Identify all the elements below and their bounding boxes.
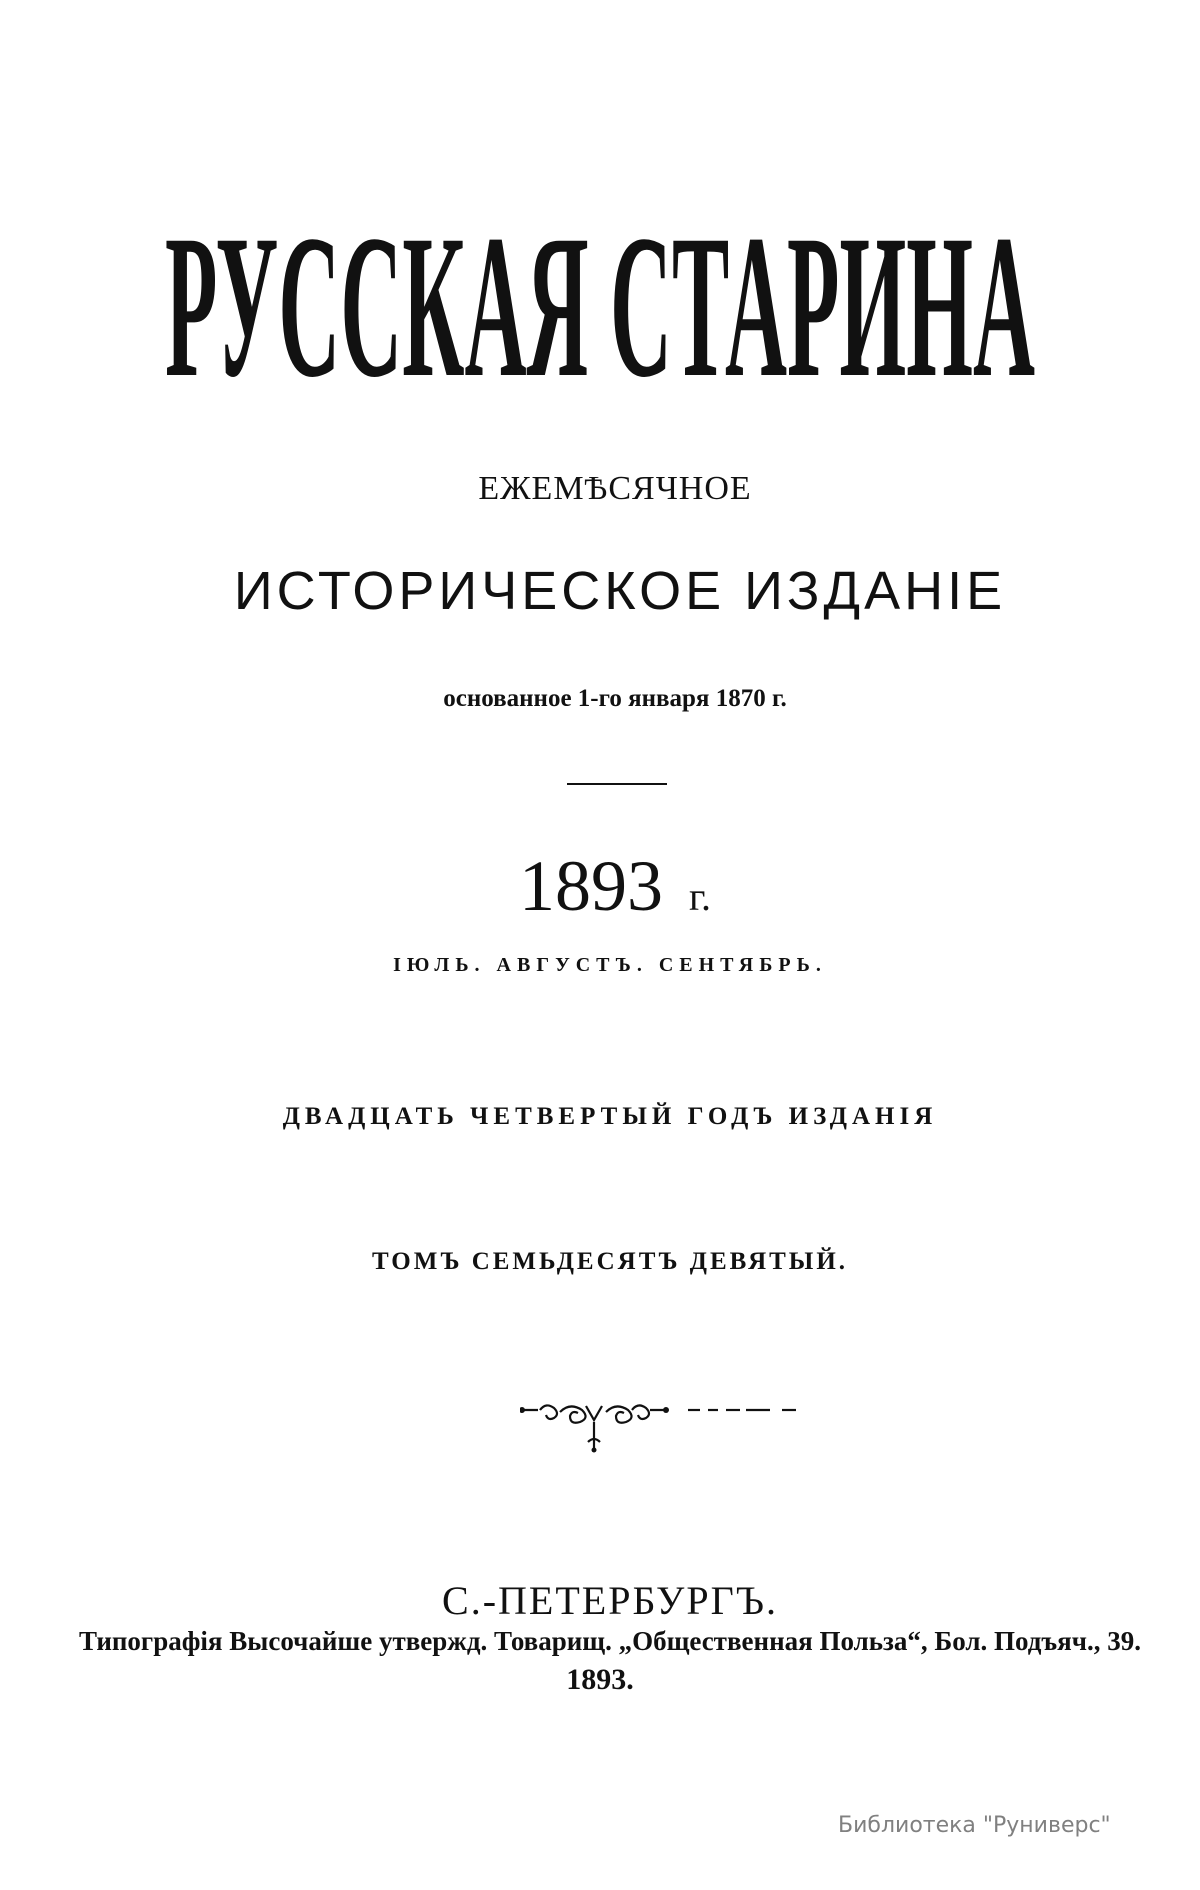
year-line	[0, 845, 1200, 928]
edition-year: ДВАДЦАТЬ ЧЕТВЕРТЫЙ ГОДЪ ИЗДАНІЯ	[282, 1103, 938, 1130]
months-label: ІЮЛЬ. АВГУСТЪ. СЕНТЯБРЬ.	[393, 954, 827, 976]
journal-title-lettering	[150, 195, 1050, 415]
print-year: 1893.	[566, 1663, 634, 1696]
library-watermark: Библиотека "Руниверс"	[838, 1813, 1111, 1838]
divider-rule	[567, 783, 667, 785]
year: 1893	[519, 846, 664, 926]
monthly-label: ЕЖЕМѢСЯЧНОЕ	[478, 470, 752, 507]
city: С.-ПЕТЕРБУРГЪ.	[442, 1578, 778, 1623]
founded-note: основанное 1-го января 1870 г.	[443, 685, 787, 712]
journal-title-text: РУССКАЯ СТАРИНА	[165, 195, 1035, 415]
ornament-flourish-icon	[520, 1400, 830, 1476]
subtitle: ИСТОРИЧЕСКОЕ ИЗДАНІЕ	[233, 561, 1007, 621]
journal-title	[0, 195, 1200, 415]
year-suffix: г.	[689, 874, 711, 919]
volume-label: ТОМЪ СЕМЬДЕСЯТЪ ДЕВЯТЫЙ.	[371, 1248, 849, 1275]
printer-imprint: Типографія Высочайше утвержд. Товарищ. „Общественная Польза“, Бол. Подъяч., 39.	[78, 1626, 1142, 1656]
